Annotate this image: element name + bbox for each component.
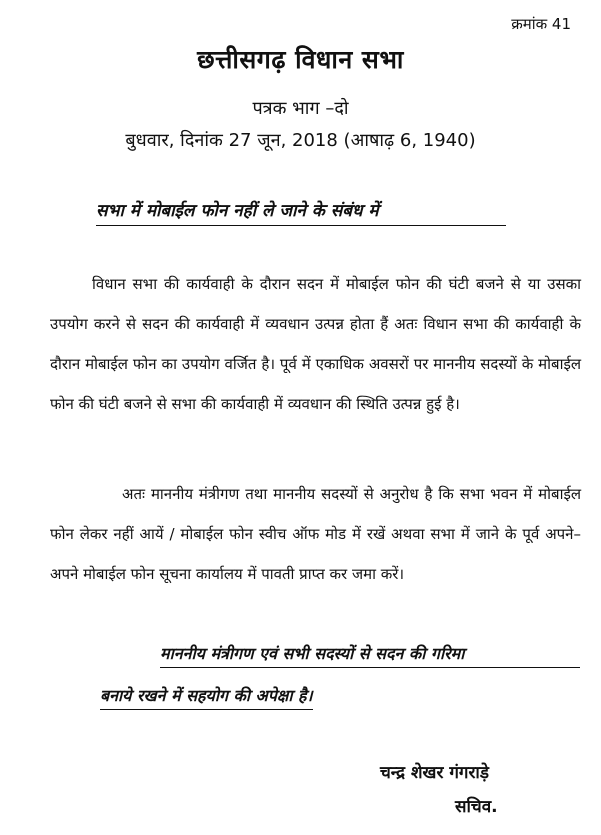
signatory-name: चन्द्र शेखर गंगराड़े xyxy=(380,763,489,783)
document-date: बुधवार, दिनांक 27 जून, 2018 (आषाढ़ 6, 1940) xyxy=(125,130,476,151)
bulletin-part: पत्रक भाग –दो xyxy=(252,98,349,119)
appeal-line-2: बनाये रखने में सहयोग की अपेक्षा है। xyxy=(100,684,313,710)
appeal-line-1: माननीय मंत्रीगण एवं सभी सदस्यों से सदन की गरिमा xyxy=(160,642,580,668)
paragraph-2: अतः माननीय मंत्रीगण तथा माननीय सदस्यों से अनुरोध है कि सभा भवन में मोबाईल फोन लेकर नहीं आयें / मोबाईल फोन स्वीच ऑफ मोड में रखें अथवा सभा में जाने के पूर्व अपने–अपने मोबाईल फोन सूचना कार्यालय में पावती प्राप्त कर जमा करें। xyxy=(50,485,581,583)
signatory-designation: सचिव. xyxy=(455,797,498,817)
subject-heading: सभा में मोबाईल फोन नहीं ले जाने के संबंध में xyxy=(96,198,506,226)
serial-number: क्रमांक 41 xyxy=(511,15,571,33)
paragraph-1: विधान सभा की कार्यवाही के दौरान सदन में मोबाईल फोन की घंटी बजने से या उसका उपयोग करने से सदन की कार्यवाही में व्यवधान उत्पन्न होता हैं अतः विधान सभा की कार्यवाही के दौरान मोबाईल फोन का उपयोग वर्जित है। पूर्व में एकाधिक अवसरों पर माननीय सदस्यों के मोबाईल फोन की घंटी बजने से सभा की कार्यवाही में व्यवधान की स्थिति उत्पन्न हुई है। xyxy=(50,275,581,413)
document-title: छत्तीसगढ़ विधान सभा xyxy=(197,45,404,74)
